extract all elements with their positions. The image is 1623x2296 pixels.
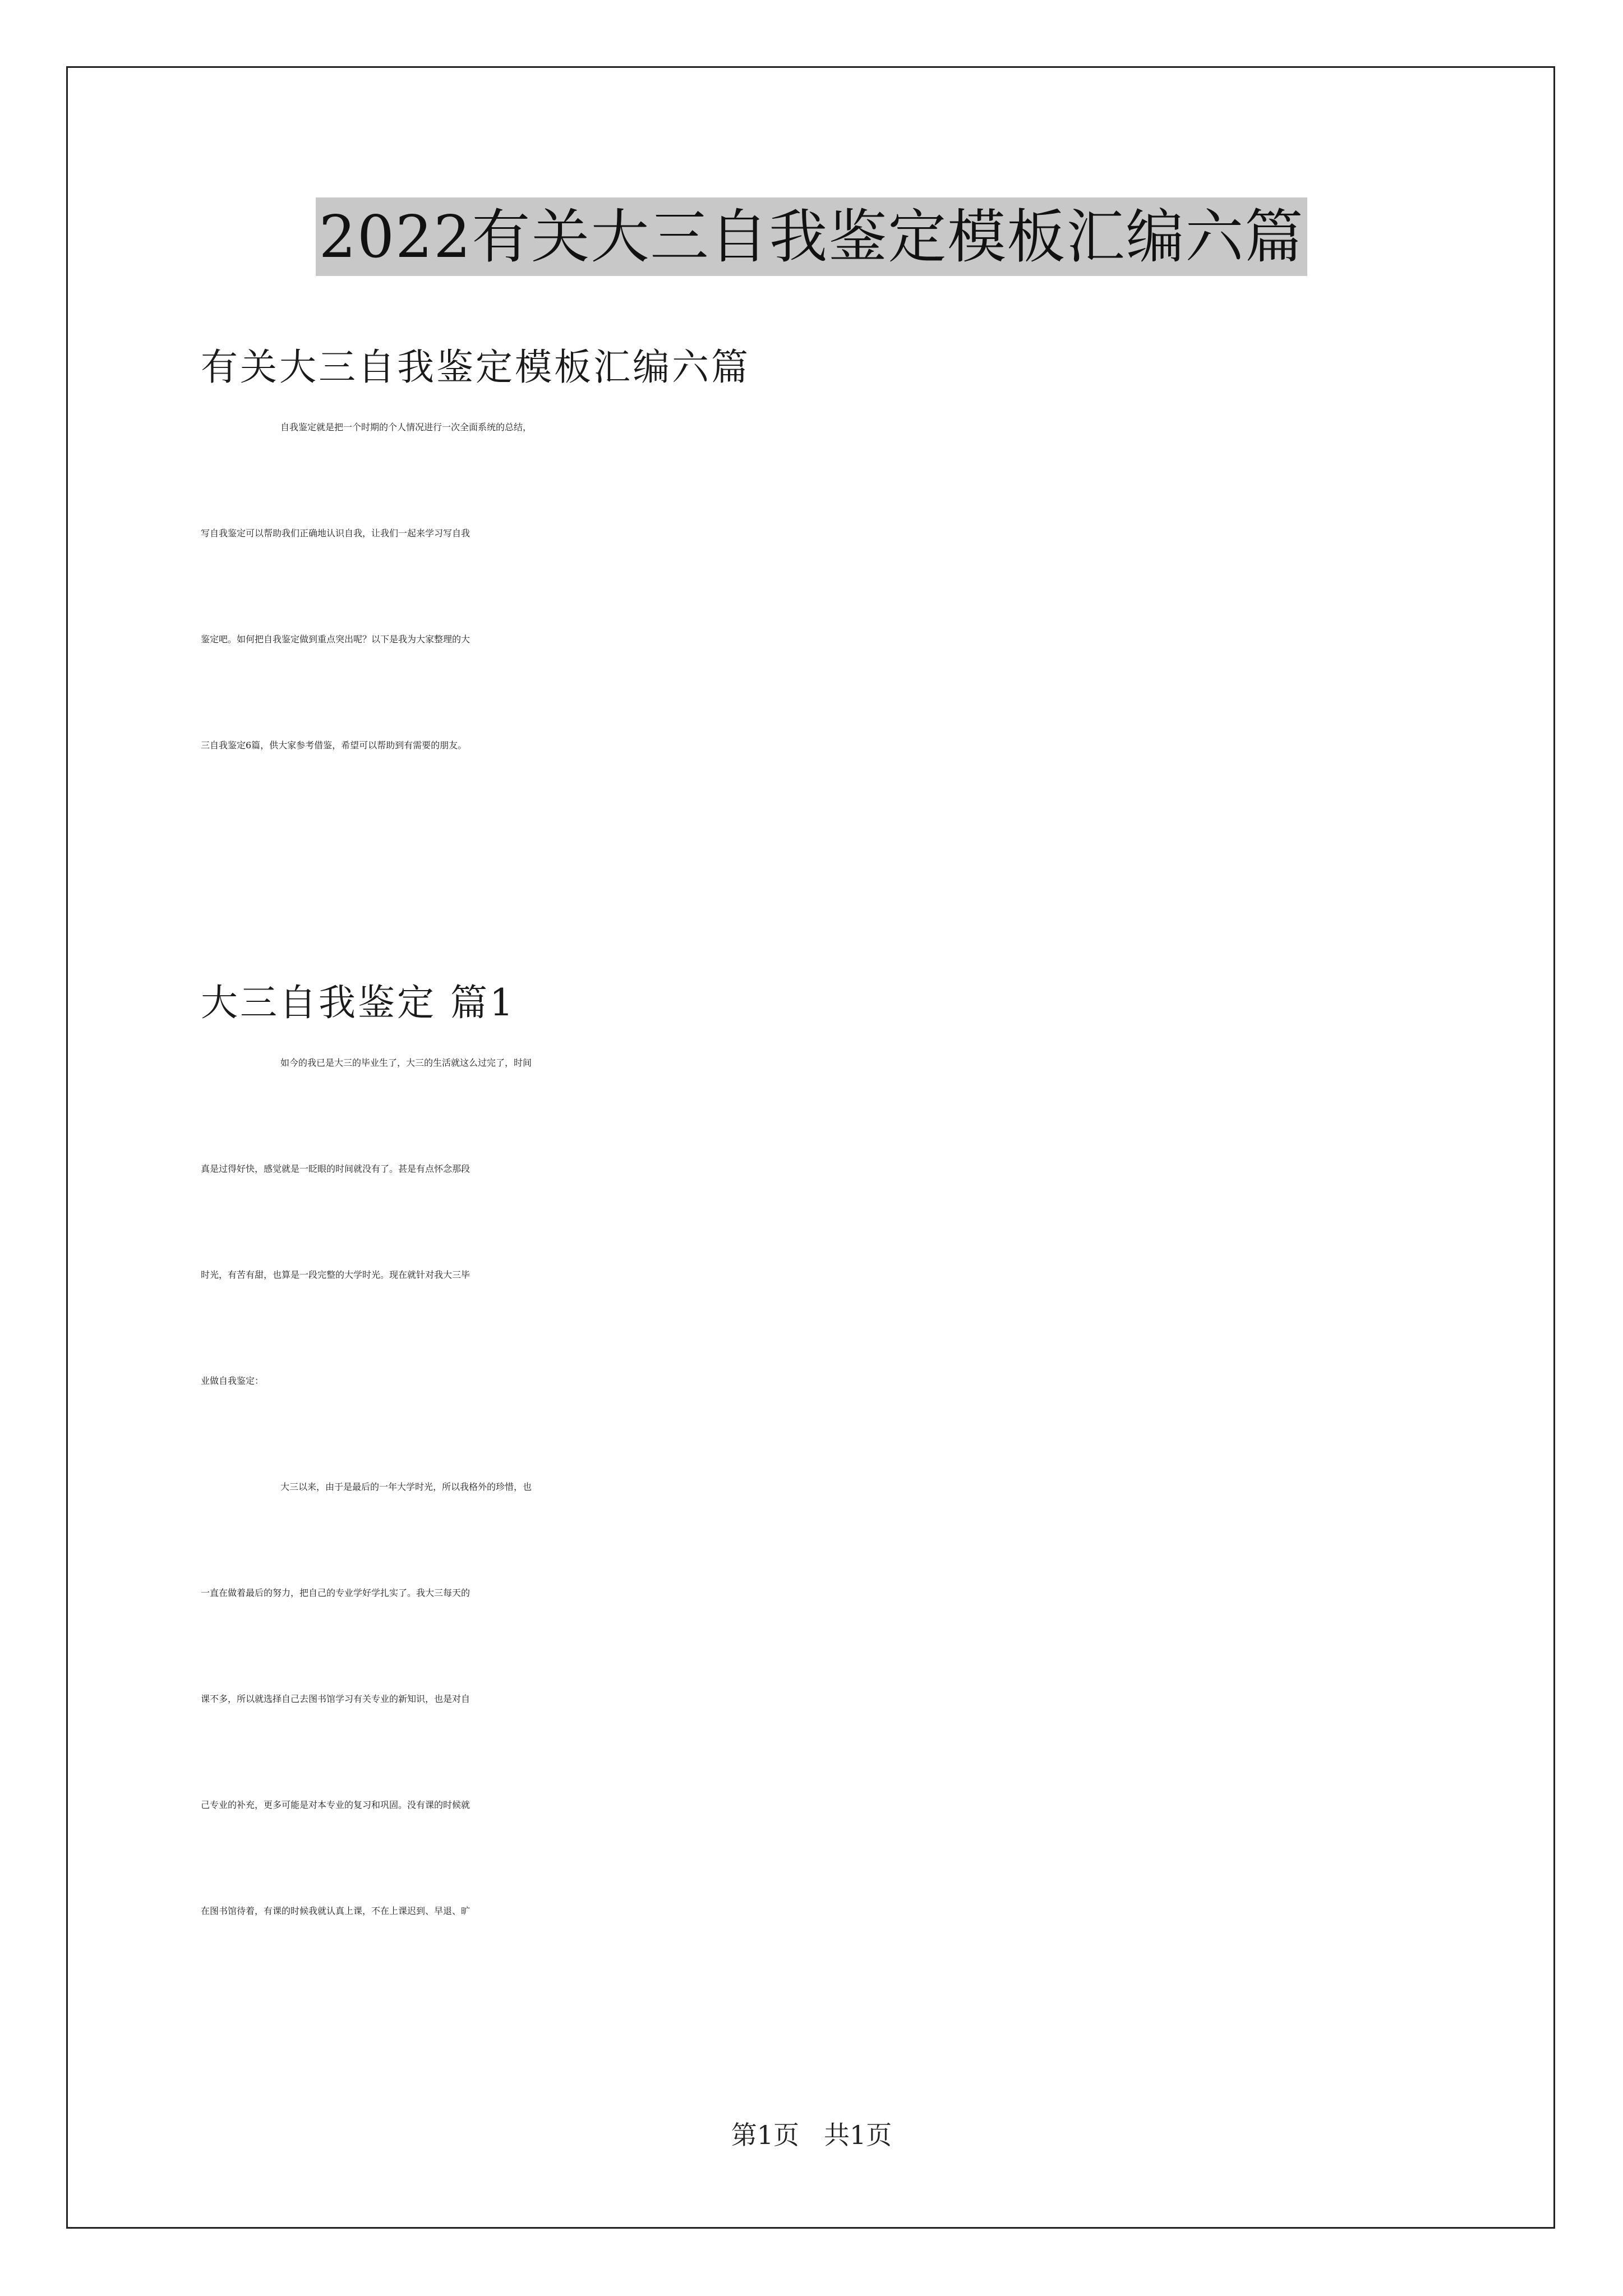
document-body	[201, 314, 1435, 2010]
intro-line: 自我鉴定就是把一个时期的个人情况进行一次全面系统的总结，	[280, 422, 532, 432]
paragraph-gap	[201, 844, 1435, 950]
paragraph-line: 时光，有苦有甜，也算是一段完整的大学时光。现在就针对我大三毕	[201, 1269, 471, 1280]
page-number: 第1页	[731, 2120, 800, 2150]
paragraph-line: 己专业的补充，更多可能是对本专业的复习和巩固。没有课的时候就	[201, 1800, 471, 1810]
page-total: 共1页	[823, 2120, 892, 2150]
title-container	[0, 197, 1623, 276]
paragraph-2	[201, 1480, 1435, 2010]
paragraph-line: 课不多，所以就选择自己去图书馆学习有关专业的新知识，也是对自	[201, 1694, 471, 1704]
document-title: 2022有关大三自我鉴定模板汇编六篇	[316, 197, 1308, 276]
section-heading: 大三自我鉴定 篇1	[201, 981, 515, 1024]
paragraph-line: 如今的我已是大三的毕业生了，大三的生活就这么过完了，时间	[280, 1057, 532, 1068]
paragraph-line: 大三以来，由于是最后的一年大学时光，所以我格外的珍惜，也	[280, 1481, 532, 1492]
document-subtitle: 有关大三自我鉴定模板汇编六篇	[201, 346, 750, 389]
intro-line: 三自我鉴定6篇，供大家参考借鉴，希望可以帮助到有需要的朋友。	[201, 740, 467, 751]
page-footer	[0, 2118, 1623, 2152]
paragraph-line: 在图书馆待着，有课的时候我就认真上课，不在上课迟到、早退、旷	[201, 1906, 471, 1916]
intro-line: 写自我鉴定可以帮助我们正确地认识自我，让我们一起来学习写自我	[201, 528, 471, 539]
intro-line: 鉴定吧。如何把自我鉴定做到重点突出呢？以下是我为大家整理的大	[201, 634, 471, 645]
paragraph-1	[201, 1056, 1435, 1480]
paragraph-line: 业做自我鉴定：	[201, 1375, 264, 1386]
paragraph-line: 真是过得好快，感觉就是一眨眼的时间就没有了。甚是有点怀念那段	[201, 1163, 471, 1174]
footer-spacer	[799, 2120, 824, 2150]
intro-paragraph	[201, 420, 1435, 844]
paragraph-line: 一直在做着最后的努力，把自己的专业学好学扎实了。我大三每天的	[201, 1588, 471, 1598]
